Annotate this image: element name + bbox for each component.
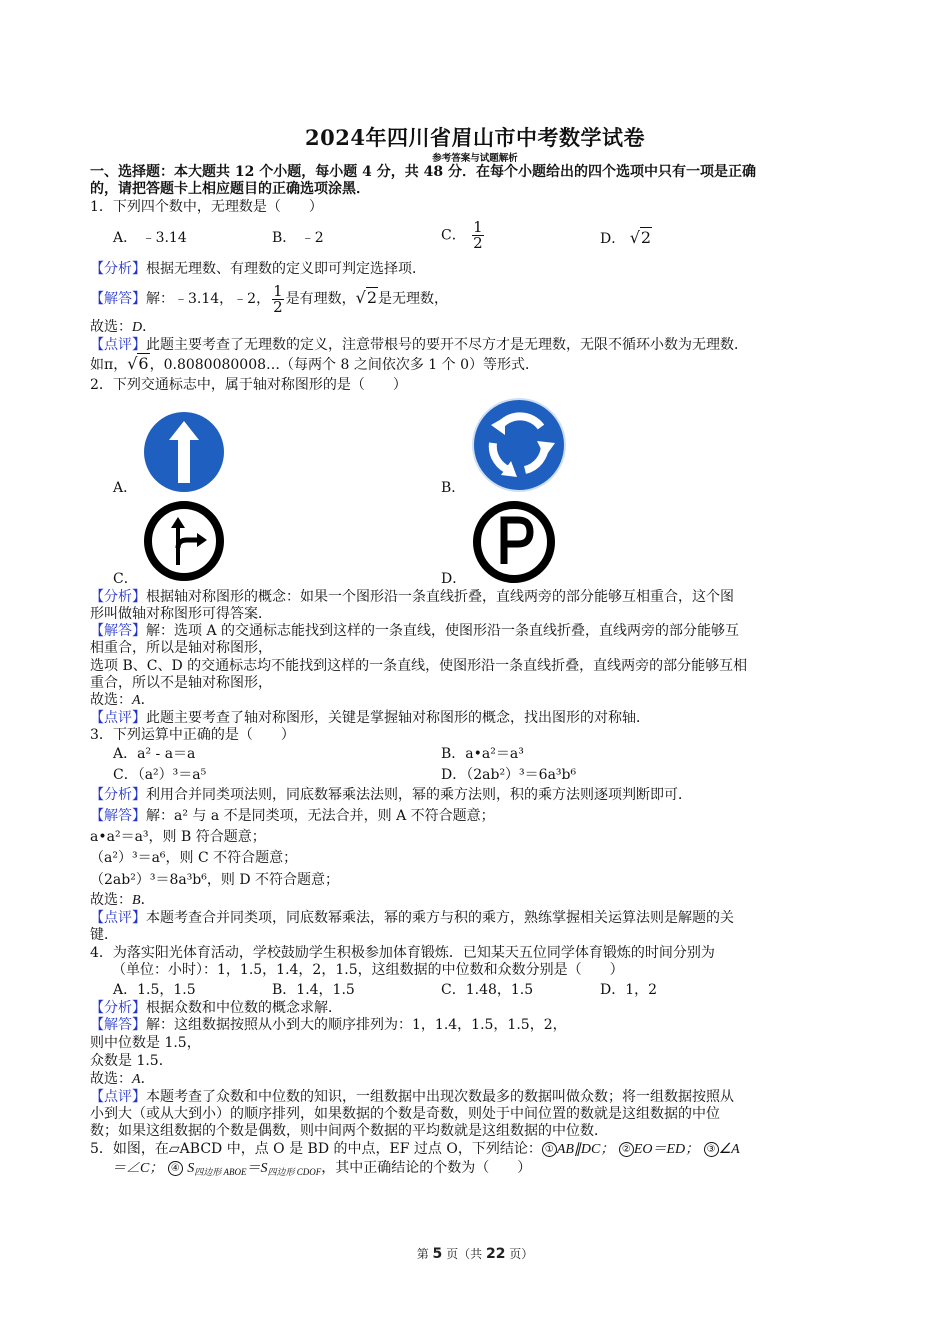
comment-tag: 【点评】 [90,910,146,926]
option-value: ﹣3.14 [141,230,187,246]
q3-option-d: D．（2ab²）³＝6a³b⁶ [441,767,577,783]
analysis-tag: 【分析】 [90,1000,146,1016]
sqrt: √2 [629,228,652,247]
comment-tag: 【点评】 [90,337,146,353]
q1-option-c [441,220,486,251]
q2-comment [90,710,870,727]
numerator: 1 [273,281,283,300]
answer-letter: A [132,1072,141,1087]
q4-comment-line2: 小到大（或从大到小）的顺序排列，如果数据的个数是奇数，则处于中间位置的数就是这组数据的中位 [90,1106,720,1122]
answer-prefix: 故选： [90,1071,132,1087]
area-symbol: S [187,1161,195,1176]
option-value: ﹣2 [300,230,324,246]
option-label: D． [600,231,626,247]
comment-text: 此题主要考查了轴对称图形，关键是掌握轴对称图形的概念，找出图形的对称轴． [146,710,650,726]
page-footer [0,1245,950,1262]
q3-option-a: A．a² - a＝a [113,746,196,762]
radicand: 2 [366,288,378,307]
analysis-tag: 【分析】 [90,261,146,277]
answer-letter: A [132,693,141,708]
solution-text: 解：选项 A 的交通标志能找到这样的一条直线，使图形沿一条直线折叠，直线两旁的部分能够互 [146,623,740,639]
stem-text: ＝∠C； [112,1161,164,1176]
circled-number: ② [619,1142,634,1157]
page-title: 2024年四川省眉山市中考数学试卷 [305,125,645,150]
option-label: B． [272,230,297,246]
q3-solution-line1 [90,808,870,825]
q2-solution-line1 [90,623,870,640]
denominator: 2 [473,234,483,252]
answer-letter: B [132,893,141,908]
q4-comment-line3: 数；如果这组数据的个数是偶数，则中间两个数据的平均数就是这组数据的中位数． [90,1123,608,1139]
footer-text: 第 [416,1247,429,1261]
answer-suffix: ． [140,892,155,908]
q4-analysis [90,1000,870,1017]
comment-text: 如π， [90,357,128,373]
answer-prefix: 故选： [90,692,132,708]
comment-tag: 【点评】 [90,710,146,726]
q4-solution-line2: 则中位数是 1.5， [90,1035,201,1051]
page-number: 5 [432,1246,443,1262]
option-label: C． [441,227,466,244]
q2-option-d-label: D． [441,571,467,587]
q2-answer [90,692,870,709]
q4-stem-line1: 4．为落实阳光体育活动，学校鼓励学生积极参加体育锻炼．已知某天五位同学体育锻炼的时间分别为 [90,945,715,961]
area-symbol: ＝S [246,1161,268,1176]
q1-analysis [90,261,870,278]
q4-stem-line2: （单位：小时）：1，1.5，1.4，2，1.5，这组数据的中位数和众数分别是（ ） [112,962,624,978]
subscript: 四边形 ABOE [194,1167,247,1177]
q2-solution-line3: 选项 B、C、D 的交通标志均不能找到这样的一条直线，使图形沿一条直线折叠，直线两旁的部分能够互相 [90,658,748,674]
q4-solution-line1 [90,1017,870,1034]
denominator: 2 [273,297,283,316]
analysis-text: 根据轴对称图形的概念：如果一个图形沿一条直线折叠，直线两旁的部分能够互相重合，这个图 [146,589,734,605]
conclusion-text: ∠A [718,1142,740,1157]
subscript: 四边形 CDOF [267,1167,322,1177]
comment-text: 本题考查合并同类项，同底数幂乘法，幂的乘方与积的乘方，熟练掌握相关运算法则是解题的关 [146,910,734,926]
sqrt: √2 [355,288,378,307]
radicand: 6 [138,354,149,373]
comment-text: ，0.8080080008…（每两个 8 之间依次多 1 个 0）等形式． [149,357,539,373]
q2-solution-line4: 重合，所以不是轴对称图形， [90,675,272,691]
q3-solution-line2: a•a²＝a³，则 B 符合题意； [90,829,266,845]
stem-text: 5．如图，在▱ABCD 中，点 O 是 BD 的中点，EF 过点 O，下列结论： [90,1141,542,1157]
section-heading-line1: 一、选择题：本大题共 12 个小题，每小题 4 分，共 48 分．在每个小题给出的四个选项中只有一项是正确 [90,164,756,180]
q1-option-d [600,229,652,248]
straight-ahead-sign-icon [143,411,225,493]
radicand: 2 [640,228,652,247]
stem-text: ，其中正确结论的个数为（ ） [321,1160,532,1176]
q2-option-a-label: A． [113,480,138,496]
parking-sign-icon [472,500,556,584]
solution-text: 解：这组数据按照从小到大的顺序排列为：1，1.4，1.5，1.5，2， [146,1017,567,1033]
q1-comment-line1 [90,337,870,354]
q1-stem: 1．下列四个数中，无理数是（ ） [90,199,323,215]
total-pages: 22 [485,1246,506,1262]
q3-solution-line4: （2ab²）³＝8a³b⁶，则 D 不符合题意； [90,872,340,888]
q2-solution-line2: 相重合，所以是轴对称图形， [90,640,272,656]
q4-option-a: A．1.5，1.5 [113,982,196,998]
analysis-text: 利用合并同类项法则，同底数幂乘法法则，幂的乘方法则，积的乘方法则逐项判断即可． [146,787,692,803]
solution-tag: 【解答】 [90,623,146,639]
q3-answer [90,892,870,909]
sqrt: √6 [127,354,149,373]
roundabout-sign-icon [471,397,567,493]
comment-text: 本题考查了众数和中位数的知识，一组数据中出现次数最多的数据叫做众数；将一组数据按照从 [146,1089,734,1105]
footer-text: 页（共 [446,1247,483,1261]
circled-number: ④ [168,1161,183,1176]
q1-solution [90,281,870,316]
q3-option-c: C．（a²）³＝a⁵ [113,767,207,783]
answer-suffix: ． [140,692,155,708]
circled-number: ① [542,1142,557,1157]
comment-text: 此题主要考查了无理数的定义，注意带根号的要开不尽方才是无理数，无限不循环小数为无理数． [146,337,748,353]
q4-option-d: D．1，2 [600,982,658,998]
solution-tag: 【解答】 [90,808,146,824]
solution-tag: 【解答】 [90,291,146,307]
q1-option-b [272,230,324,247]
comment-tag: 【点评】 [90,1089,146,1105]
q4-comment-line1 [90,1089,870,1106]
analysis-tag: 【分析】 [90,787,146,803]
q1-comment-line2 [90,355,870,374]
q3-solution-line3: （a²）³＝a⁶，则 C 不符合题意； [90,850,298,866]
q1-answer [90,319,870,336]
analysis-tag: 【分析】 [90,589,146,605]
answer-suffix: ． [142,319,157,335]
q3-comment-line1 [90,910,870,927]
q1-option-a [113,230,187,247]
numerator: 1 [473,218,483,236]
q3-analysis [90,787,870,804]
q2-analysis-line1 [90,589,870,606]
q4-solution-line3: 众数是 1.5． [90,1053,173,1069]
q4-answer [90,1071,870,1088]
q2-stem: 2．下列交通标志中，属于轴对称图形的是（ ） [90,377,407,393]
solution-tag: 【解答】 [90,1017,146,1033]
footer-text: 页） [509,1247,534,1261]
q2-option-c-label: C． [113,571,138,587]
q3-option-b: B．a•a²＝a³ [441,746,524,762]
q4-option-c: C．1.48，1.5 [441,982,534,998]
conclusion-text: EO＝ED； [633,1142,700,1157]
solution-text: 解：﹣3.14，﹣2， [146,291,271,307]
solution-text: 是无理数， [378,291,449,307]
answer-prefix: 故选： [90,892,132,908]
q3-stem: 3．下列运算中正确的是（ ） [90,727,295,743]
conclusion-text: AB∥DC； [556,1142,615,1157]
q2-option-b-label: B． [441,480,466,496]
fraction [272,281,284,316]
option-label: A． [113,230,138,246]
q5-stem-line1 [90,1141,870,1158]
solution-text: 是有理数， [285,291,356,307]
q2-analysis-line2: 形叫做轴对称图形可得答案． [90,606,272,622]
analysis-text: 根据众数和中位数的概念求解． [146,1000,342,1016]
section-heading-line2: 的，请把答题卡上相应题目的正确选项涂黑． [90,181,370,197]
q3-comment-line2: 键． [90,927,118,943]
analysis-text: 根据无理数、有理数的定义即可判定选择项． [146,261,426,277]
page-subtitle: 参考答案与试题解析 [432,153,518,164]
solution-text: 解：a² 与 a 不是同类项，无法合并，则 A 不符合题意； [146,808,495,824]
answer-letter: D [132,320,143,335]
q4-option-b: B．1.4，1.5 [272,982,355,998]
fraction [472,220,484,251]
answer-prefix: 故选： [90,319,132,335]
q5-stem-line2 [112,1160,892,1177]
circled-number: ③ [704,1142,719,1157]
answer-suffix: ． [140,1071,155,1087]
straight-or-right-sign-icon [143,500,225,582]
